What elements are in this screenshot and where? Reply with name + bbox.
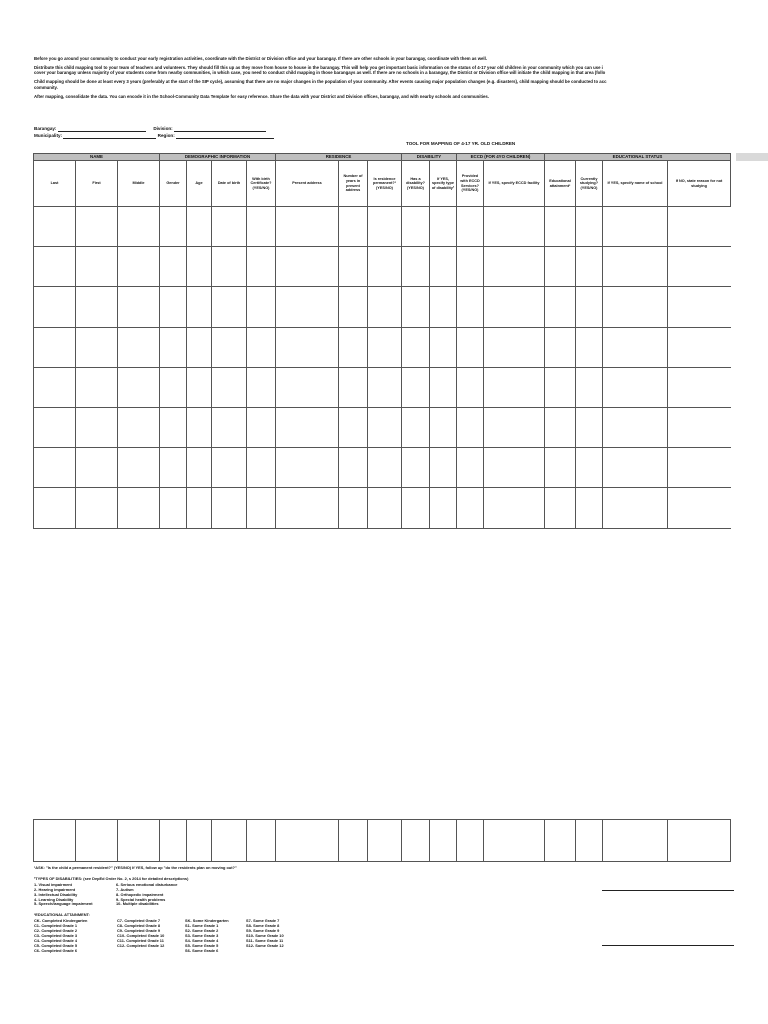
attainment-code: S7- Some Grade 7 [246,918,280,924]
attainment-code: CK- Completed Kindergarten [34,918,88,924]
table-cell[interactable] [668,367,731,407]
table-cell[interactable] [212,367,247,407]
note-permanent-resident: ¹ASK: "Is the child a permanent resident?" (YES/NO) If YES, follow up "do the residents plan on moving out?" [34,865,237,870]
col-attainment: Educational attainment³ [545,161,576,207]
table-cell[interactable] [576,488,603,528]
table-cell[interactable] [484,448,545,488]
attainment-code: C1- Completed Grade 1 [34,923,78,929]
attainment-code: C5- Completed Grade 5 [34,942,78,948]
location-fields [34,125,274,139]
col-type-disability: If YES, specify type of disability² [430,161,457,207]
table-cell[interactable] [118,407,160,447]
table-row [34,448,731,488]
table-cell[interactable] [247,327,276,367]
table-cell[interactable] [545,327,576,367]
region-label: Region: [157,133,175,138]
table-cell[interactable] [247,287,276,327]
barangay-label: Barangay: [34,126,57,131]
table-cell[interactable] [76,407,118,447]
table-cell[interactable] [339,287,368,327]
table-cell[interactable] [576,327,603,367]
table-cell[interactable] [603,247,668,287]
note-disabilities-heading: ²TYPES OF DISABILITIES: (see DepEd Order No. 2, s 2014 for detailed descriptions) [34,875,189,881]
table-cell[interactable] [457,820,484,862]
table-cell[interactable] [576,367,603,407]
table-cell[interactable] [368,327,402,367]
attainment-code: S6- Some Grade 6 [185,947,219,953]
col-middle: Middle [118,161,160,207]
table-cell[interactable] [118,820,160,862]
disability-code: 9- Special health problems [116,896,166,902]
table-cell[interactable] [276,287,339,327]
table-cell[interactable] [212,448,247,488]
attainment-code: C4- Completed Grade 4 [34,937,78,943]
table-cell[interactable] [545,448,576,488]
table-cell[interactable] [545,820,576,862]
table-cell[interactable] [187,488,212,528]
table-cell[interactable] [430,287,457,327]
group-educational-status: EDUCATIONAL STATUS [545,154,731,161]
instruction-distribute: Distribute this child mapping tool to your team of teachers and volunteers. They should fill this up as they move from house to house in the barangay. This will help you get important basic information on the status of 4-17 year old children in your community which you can use i cover your barangay unless majority of your students come from nearby communities, in which case, you need to conduct child mapping in those barangays as well. If there are no schools in a barangay, the District or Division office will initiate the child mapping in that area (follo [34,65,606,76]
table-cell[interactable] [484,488,545,528]
table-row [34,327,731,367]
table-cell[interactable] [545,247,576,287]
table-cell[interactable] [430,367,457,407]
disability-code: 1- Visual impairment [34,881,72,887]
instruction-consolidate: After mapping, consolidate the data. You can encode it in the School-Community Data Template for easy reference. Share the data with your District and Division offices, barangay, and with nearby schools and communities. [34,93,490,99]
table-cell[interactable] [576,287,603,327]
table-body [34,207,731,529]
region-field[interactable] [176,134,274,139]
table-cell[interactable] [402,247,430,287]
attainment-code: S11- Some Grade 11 [246,937,284,943]
table-cell[interactable] [339,327,368,367]
table-cell[interactable] [603,488,668,528]
table-cell[interactable] [430,448,457,488]
attainment-code: S9- Some Grade 9 [246,928,280,934]
attainment-col-4 [246,919,284,953]
table-cell[interactable] [457,287,484,327]
signature-line-2[interactable] [602,945,734,946]
attainment-code: C11- Completed Grade 11 [117,937,164,943]
disability-code: 2- Hearing impairment [34,886,76,892]
table-row [34,367,731,407]
table-cell[interactable] [668,247,731,287]
table-cell[interactable] [160,448,187,488]
table-cell[interactable] [368,207,402,247]
table-cell[interactable] [276,207,339,247]
table-cell[interactable] [247,247,276,287]
table-cell[interactable] [34,367,76,407]
signature-line-1[interactable] [602,890,734,891]
table-cell[interactable] [34,407,76,447]
attainment-code: S1- Some Grade 1 [185,923,219,929]
table-cell[interactable] [212,207,247,247]
table-cell[interactable] [276,448,339,488]
table-cell[interactable] [457,407,484,447]
table-cell[interactable] [187,407,212,447]
division-label: Division: [153,126,173,131]
table-cell[interactable] [576,207,603,247]
mapping-table [33,153,731,529]
disability-code: 6- Serious emotional disturbance [116,881,178,887]
table-cell[interactable] [430,407,457,447]
table-cell[interactable] [118,488,160,528]
disability-code: 5- Speech/language impairment [34,901,93,907]
table-cell[interactable] [212,287,247,327]
table-cell[interactable] [160,207,187,247]
table-cell[interactable] [247,367,276,407]
table-cell[interactable] [484,407,545,447]
table-cell[interactable] [576,407,603,447]
table-cell[interactable] [187,207,212,247]
group-eccd: ECCD (FOR 4YO CHILDREN) [457,154,545,161]
table-cell[interactable] [457,367,484,407]
col-age: Age [187,161,212,207]
table-cell[interactable] [402,207,430,247]
attainment-code: S4- Some Grade 4 [185,937,219,943]
column-header-row [34,161,731,207]
instruction-frequency: Child mapping should be done at least every 3 years (preferably at the start of the SIP cycle), assuming that there are no major changes in the population of your community. After events causing major population changes (e.g. disasters), child mapping should be conducted to acc community. [34,79,607,90]
table-cell[interactable] [34,287,76,327]
attainment-code: C6- Completed Grade 6 [34,947,78,953]
group-disability: DISABILITY [402,154,457,161]
table-cell[interactable] [247,820,276,862]
table-cell[interactable] [212,488,247,528]
table-cell[interactable] [212,327,247,367]
table-cell[interactable] [457,207,484,247]
table-cell[interactable] [545,488,576,528]
table-cell[interactable] [247,448,276,488]
table-cell[interactable] [34,247,76,287]
table-cell[interactable] [668,820,731,862]
table-cell[interactable] [603,327,668,367]
attainment-code: S2- Some Grade 2 [185,928,219,934]
attainment-code: C10- Completed Grade 10 [117,932,165,938]
group-name: NAME [34,154,160,161]
table-cell[interactable] [34,448,76,488]
table-cell[interactable] [276,407,339,447]
attainment-code: S10- Some Grade 10 [246,932,284,938]
table-cell[interactable] [402,448,430,488]
col-school-name: If YES, specify name of school [603,161,668,207]
table-row [34,407,731,447]
table-cell[interactable] [187,327,212,367]
table-cell[interactable] [368,488,402,528]
table-cell[interactable] [576,247,603,287]
table-cell[interactable] [34,820,76,862]
table-cell[interactable] [118,247,160,287]
table-cell[interactable] [76,367,118,407]
side-tab [736,153,768,161]
attainment-code: C7- Completed Grade 7 [117,918,161,924]
table-cell[interactable] [402,820,430,862]
attainment-legend [34,919,284,953]
table-cell[interactable] [339,820,368,862]
table-cell[interactable] [187,820,212,862]
table-cell[interactable] [430,820,457,862]
table-cell[interactable] [212,820,247,862]
table-cell[interactable] [368,448,402,488]
table-cell[interactable] [402,488,430,528]
col-present-address: Present address [276,161,339,207]
table-cell[interactable] [339,247,368,287]
attainment-code: C12- Completed Grade 12 [117,942,165,948]
col-first: First [76,161,118,207]
table-cell[interactable] [402,327,430,367]
table-cell[interactable] [339,488,368,528]
col-birth-certificate: With birth Certificate? (YES/NO) [247,161,276,207]
disability-code: 7- Autism [116,886,134,892]
table-cell[interactable] [34,327,76,367]
table-cell[interactable] [484,207,545,247]
attainment-code: S12- Some Grade 12 [246,942,284,948]
table-cell[interactable] [187,247,212,287]
table-cell[interactable] [76,820,118,862]
table-cell[interactable] [187,287,212,327]
attainment-code: C3- Completed Grade 3 [34,932,78,938]
instructions [34,56,734,103]
table-cell[interactable] [276,247,339,287]
attainment-code: C8- Completed Grade 8 [117,923,161,929]
table-cell[interactable] [668,327,731,367]
table-cell[interactable] [34,488,76,528]
table-cell[interactable] [576,820,603,862]
table-cell[interactable] [430,327,457,367]
disability-code: 3- Intellectual Disability [34,891,78,897]
table-cell[interactable] [484,367,545,407]
table-cell[interactable] [603,448,668,488]
attainment-code: C2- Completed Grade 2 [34,928,78,934]
note-attainment-heading: ³EDUCATIONAL ATTAINMENT: [34,912,90,918]
col-last: Last [34,161,76,207]
table-cell[interactable] [603,367,668,407]
table-cell[interactable] [160,287,187,327]
table-cell[interactable] [402,287,430,327]
table-cell[interactable] [402,407,430,447]
table-cell[interactable] [339,407,368,447]
table-cell[interactable] [603,407,668,447]
disabilities-col-1 [34,883,116,908]
table-cell[interactable] [668,407,731,447]
table-row [34,247,731,287]
table-cell[interactable] [430,207,457,247]
table-cell[interactable] [484,327,545,367]
attainment-col-2 [117,919,185,953]
table-cell[interactable] [484,247,545,287]
disability-code: 8- Orthopedic impairment [116,891,164,897]
table-row [34,488,731,528]
tool-title: TOOL FOR MAPPING OF 4-17 YR. OLD CHILDREN [406,141,516,146]
table-cell[interactable] [276,488,339,528]
table-cell[interactable] [457,247,484,287]
table-cell[interactable] [160,820,187,862]
disability-code: 4- Learning Disability [34,896,74,902]
table-cell[interactable] [339,207,368,247]
table-cell[interactable] [76,207,118,247]
table-cell[interactable] [276,820,339,862]
table-row [34,207,731,247]
col-reason: If NO, state reason for not studying [668,161,731,207]
table-cell[interactable] [545,287,576,327]
table-cell[interactable] [247,488,276,528]
table-cell[interactable] [576,448,603,488]
table-cell[interactable] [402,367,430,407]
disability-code: 10- Multiple disabilities [116,901,159,907]
table-cell[interactable] [76,448,118,488]
table-cell[interactable] [668,488,731,528]
municipality-label: Municipality: [34,133,63,138]
table-cell[interactable] [430,247,457,287]
table-cell[interactable] [368,407,402,447]
instruction-coordinate: Before you go around your community to conduct your early registration activities, coordinate with the District or Division office and your barangay. If there are other schools in your barangay, coordinate with them as well. [34,56,488,61]
municipality-field[interactable] [63,134,156,139]
mapping-table-continued [33,819,731,862]
table-cell[interactable] [368,820,402,862]
table-cell[interactable] [457,327,484,367]
table-cell[interactable] [668,287,731,327]
table-cell[interactable] [339,367,368,407]
table-cell[interactable] [212,407,247,447]
table-cell[interactable] [430,488,457,528]
table-cell[interactable] [187,448,212,488]
table-cell[interactable] [118,448,160,488]
group-residence: RESIDENCE [276,154,402,161]
col-has-disability: Has a disability? (YES/NO) [402,161,430,207]
col-eccd-services: Provided with ECCD Services? (YES/NO) [457,161,484,207]
table-cell[interactable] [545,367,576,407]
col-dob: Date of birth [212,161,247,207]
attainment-code: SK- Some Kindergarten [185,918,229,924]
table-cell[interactable] [457,448,484,488]
table-cell[interactable] [457,488,484,528]
table-cell[interactable] [276,327,339,367]
table-cell[interactable] [484,820,545,862]
table-cell[interactable] [212,247,247,287]
col-permanent: Is residence permanent?¹ (YES/NO) [368,161,402,207]
footnotes [34,866,284,954]
table-body-continued [34,820,731,862]
table-cell[interactable] [76,488,118,528]
table-cell[interactable] [34,207,76,247]
table-cell[interactable] [247,207,276,247]
attainment-code: S5- Some Grade 5 [185,942,219,948]
table-row [34,287,731,327]
group-header-row [34,154,731,161]
table-row [34,820,731,862]
attainment-col-1 [34,919,117,953]
table-cell[interactable] [668,448,731,488]
attainment-code: S3- Some Grade 3 [185,932,219,938]
table-cell[interactable] [668,207,731,247]
col-eccd-facility: If YES, specify ECCD facility [484,161,545,207]
table-cell[interactable] [118,287,160,327]
table-cell[interactable] [545,407,576,447]
table-cell[interactable] [276,367,339,407]
table-cell[interactable] [76,287,118,327]
table-cell[interactable] [484,287,545,327]
table-cell[interactable] [339,448,368,488]
table-cell[interactable] [603,820,668,862]
disabilities-legend [34,883,284,908]
table-cell[interactable] [368,247,402,287]
table-cell[interactable] [545,207,576,247]
table-cell[interactable] [603,287,668,327]
col-gender: Gender [160,161,187,207]
table-cell[interactable] [247,407,276,447]
group-demographic: DEMOGRAPHIC INFORMATION [160,154,276,161]
table-cell[interactable] [118,367,160,407]
attainment-col-3 [185,919,246,953]
table-cell[interactable] [118,207,160,247]
table-cell[interactable] [76,247,118,287]
attainment-code: S8- Some Grade 8 [246,923,280,929]
table-cell[interactable] [160,367,187,407]
col-years-address: Number of years in present address [339,161,368,207]
disabilities-col-2 [116,883,177,908]
attainment-code: C9- Completed Grade 9 [117,928,161,934]
table-cell[interactable] [368,367,402,407]
table-cell[interactable] [368,287,402,327]
table-cell[interactable] [160,247,187,287]
table-cell[interactable] [187,367,212,407]
table-cell[interactable] [160,407,187,447]
col-studying: Currently studying? (YES/NO) [576,161,603,207]
table-cell[interactable] [160,488,187,528]
table-cell[interactable] [603,207,668,247]
table-cell[interactable] [160,327,187,367]
table-cell[interactable] [76,327,118,367]
table-cell[interactable] [118,327,160,367]
